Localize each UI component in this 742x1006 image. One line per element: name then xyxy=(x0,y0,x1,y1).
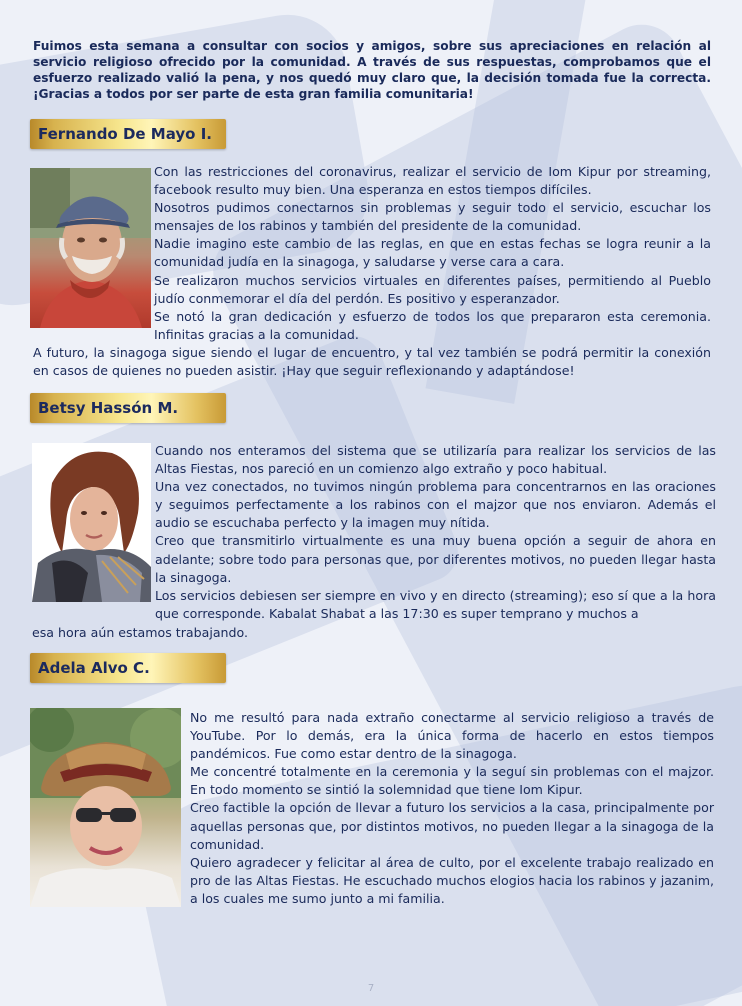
portrait-illustration xyxy=(32,443,151,602)
testimonial-paragraph: Quiero agradecer y felicitar al área de culto, por el excelente trabajo realizado en pro de las Altas Fiestas. He escuchado muchos elogios hacia los rabinos y jazanim, a los cuales me sumo junto a mi familia. xyxy=(190,854,714,906)
portrait-photo xyxy=(32,443,151,602)
testimonial-text xyxy=(155,442,716,623)
testimonial-paragraph: Nosotros pudimos conectarnos sin problemas y seguir todo el servicio, escuchar los mensajes de los rabinos y también del presidente de la comunidad. xyxy=(154,200,711,234)
portrait-illustration xyxy=(30,708,181,907)
testimonial-paragraph: Me concentré totalmente en la ceremonia y la seguí sin problemas con el majzor. En todo momento se sintió la solemnidad que tiene Iom Kipur. xyxy=(190,764,714,798)
testimonial-paragraph: Creo que transmitirlo virtualmente es una muy buena opción a seguir de ahora en adelante; sobre todo para personas que, por diferentes motivos, no pueden llegar hasta la sinagoga. xyxy=(155,533,716,585)
page-number: 7 xyxy=(367,983,375,994)
portrait-photo xyxy=(30,168,151,328)
testimonial-paragraph: Con las restricciones del coronavirus, realizar el servicio de Iom Kipur por streaming, facebook resulto muy bien. Una esperanza en estos tiempos difíciles. xyxy=(154,164,711,198)
testimonial-paragraph: Nadie imagino este cambio de las reglas, en que en estas fechas se logra reunir a la comunidad judía en la sinagoga, y saludarse y verse cara a cara. xyxy=(154,236,711,270)
testimonial-closing xyxy=(33,344,711,380)
testimonial-paragraph: Creo factible la opción de llevar a futuro los servicios a la casa, principalmente por aquellas personas que, por distintos motivos, no pueden llegar a la sinagoga de la comunidad. xyxy=(190,800,714,852)
person-name: Adela Alvo C. xyxy=(38,659,150,677)
person-name: Betsy Hassón M. xyxy=(38,399,179,417)
name-banner xyxy=(30,119,226,149)
person-name: Fernando De Mayo I. xyxy=(38,125,212,143)
name-banner xyxy=(30,393,226,423)
portrait-photo xyxy=(30,708,181,907)
testimonial-paragraph: Se notó la gran dedicación y esfuerzo de todos los que prepararon esta ceremonia. Infinitas gracias a la comunidad. xyxy=(154,308,711,342)
portrait-illustration xyxy=(30,168,151,328)
testimonial-paragraph: Cuando nos enteramos del sistema que se utilizaría para realizar los servicios de las Altas Fiestas, nos pareció en un comienzo algo extraño y poco habitual. xyxy=(155,443,716,477)
testimonial-closing xyxy=(32,624,716,642)
testimonial-text xyxy=(154,163,711,344)
testimonial-text xyxy=(190,709,714,908)
testimonial-paragraph: Una vez conectados, no tuvimos ningún problema para concentrarnos en las oraciones y seguimos perfectamente a los rabinos con el majzor que nos enviaron. Además el audio se escuchaba perfecto y la imagen muy nítida. xyxy=(155,479,716,531)
intro-paragraph: Fuimos esta semana a consultar con socios y amigos, sobre sus apreciaciones en relación al servicio religioso ofrecido por la comunidad. A través de sus respuestas, comprobamos que el esfuerzo realizado valió la pena, y nos quedó muy claro que, la decisión tomada fue la correcta. ¡Gracias a todos por ser parte de esta gran familia comunitaria! xyxy=(33,39,711,101)
testimonial-paragraph: esa hora aún estamos trabajando. xyxy=(32,625,249,640)
testimonial-paragraph: A futuro, la sinagoga sigue siendo el lugar de encuentro, y tal vez también se podrá permitir la conexión en casos de quienes no pueden asistir. ¡Hay que seguir reflexionando y adaptándose! xyxy=(33,345,711,379)
name-banner xyxy=(30,653,226,683)
testimonial-paragraph: Se realizaron muchos servicios virtuales en diferentes países, permitiendo al Pueblo judío conmemorar el día del perdón. Es positivo y esperanzador. xyxy=(154,272,711,306)
testimonial-paragraph: Los servicios debiesen ser siempre en vivo y en directo (streaming); eso sí que a la hora que corresponde. Kabalat Shabat a las 17:30 es super temprano y muchos a xyxy=(155,587,716,621)
testimonial-paragraph: No me resultó para nada extraño conectarme al servicio religioso a través de YouTube. Por lo demás, era la única forma de hacerlo en estos tiempos pandémicos. Fue como estar dentro de la sinagoga. xyxy=(190,710,714,762)
